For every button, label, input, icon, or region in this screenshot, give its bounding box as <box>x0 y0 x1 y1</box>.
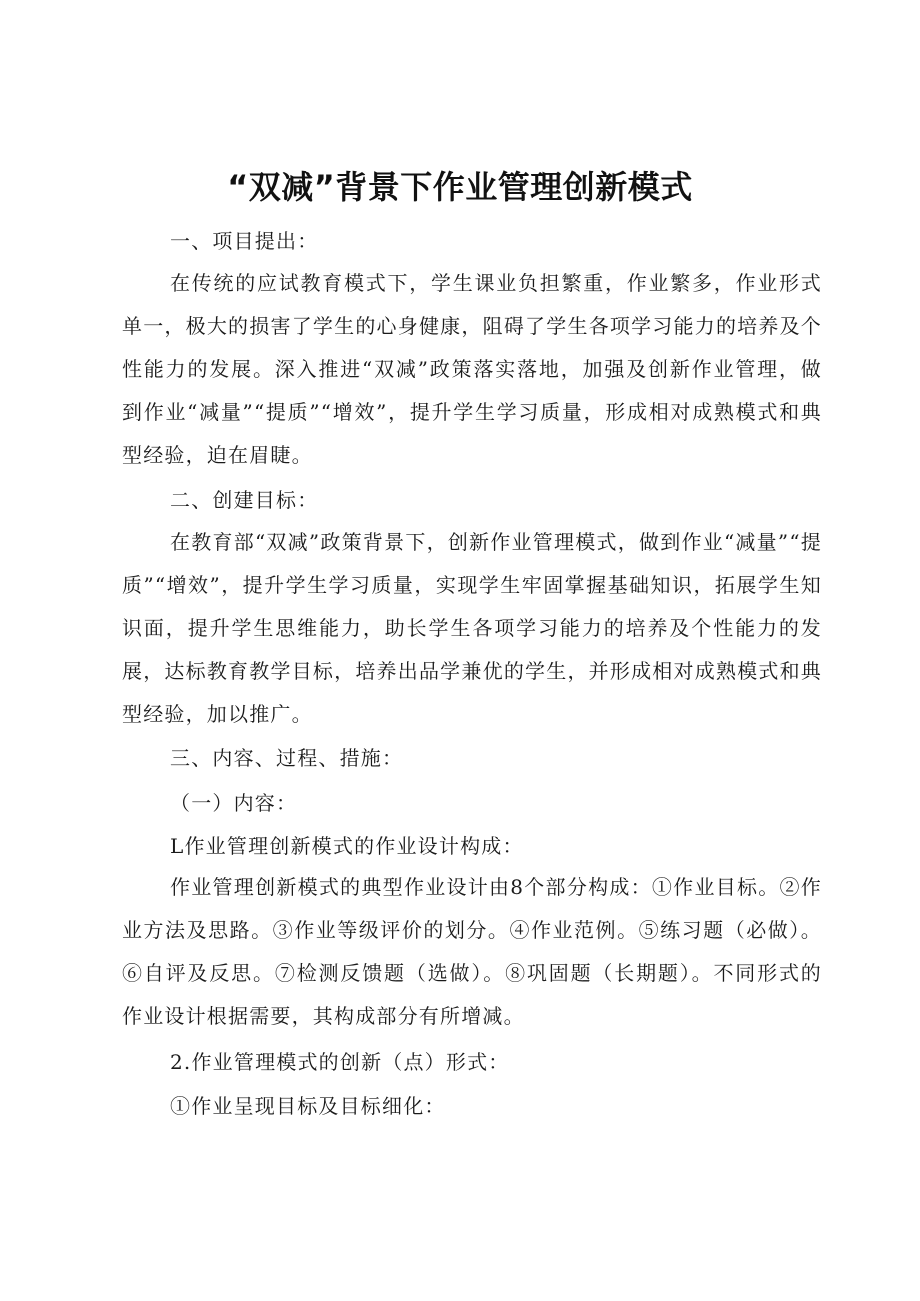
section-3-heading: 三、内容、过程、措施： <box>170 746 404 770</box>
item-1-heading: L作业管理创新模式的作业设计构成： <box>170 834 524 858</box>
section-1-heading: 一、项目提出： <box>170 229 319 253</box>
item-2-subheading: ①作业呈现目标及目标细化： <box>170 1094 446 1118</box>
subsection-content-heading: （一）内容： <box>170 791 298 815</box>
section-2-heading: 二、创建目标： <box>170 488 319 512</box>
section-2-paragraph: 在教育部“双减”政策背景下，创新作业管理模式，做到作业“减量”“提质”“增效”，提升学生学习质量，实现学生牢固掌握基础知识，拓展学生知识面，提升学生思维能力，助长学生各项学习能力的培养及个性能力的发展，达标教育教学目标，培养出品学兼优的学生，并形成相对成熟模式和典型经验，加以推广。 <box>122 530 822 726</box>
item-1-paragraph: 作业管理创新模式的典型作业设计由8个部分构成：①作业目标。②作业方法及思路。③作业等级评价的划分。④作业范例。⑤练习题（必做）。⑥自评及反思。⑦检测反馈题（选做）。⑧巩固题（长期题）。不同形式的作业设计根据需要，其构成部分有所增减。 <box>122 875 822 1028</box>
document-title: “双减”背景下作业管理创新模式 <box>227 168 693 206</box>
item-2-heading: 2.作业管理模式的创新（点）形式： <box>170 1050 510 1074</box>
section-1-paragraph: 在传统的应试教育模式下，学生课业负担繁重，作业繁多，作业形式单一，极大的损害了学生的心身健康，阻碍了学生各项学习能力的培养及个性能力的发展。深入推进“双减”政策落实落地，加强及创新作业管理，做到作业“减量”“提质”“增效”，提升学生学习质量，形成相对成熟模式和典型经验，迫在眉睫。 <box>122 271 822 467</box>
